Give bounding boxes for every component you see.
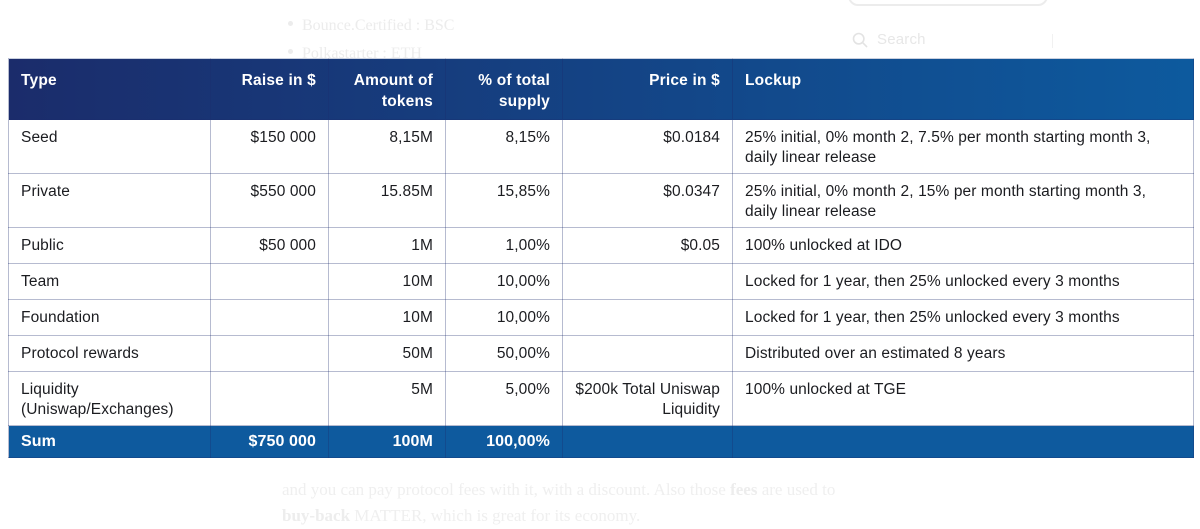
bullet-icon [288, 21, 293, 26]
table-row-seed [9, 120, 1194, 174]
table-row-private [9, 174, 1194, 228]
paragraph-bold-text: fees [730, 480, 758, 499]
cell-price: $0.0184 [563, 120, 733, 174]
cell-lockup: Locked for 1 year, then 25% unlocked every 3 months [733, 300, 1194, 336]
cell-amount: 5M [329, 372, 446, 426]
cell-amount: 1M [329, 228, 446, 264]
cell-raise: $550 000 [211, 174, 329, 228]
cell-supply: 15,85% [446, 174, 563, 228]
list-item [288, 12, 454, 40]
cell-price: $200k Total Uniswap Liquidity [563, 372, 733, 426]
paragraph-text: are used to [757, 480, 836, 499]
table-row-team [9, 264, 1194, 300]
cell-raise [211, 300, 329, 336]
cell-supply: 50,00% [446, 336, 563, 372]
col-header-supply: % of total supply [446, 59, 563, 120]
cell-type: Public [9, 228, 211, 264]
cell-lockup: Distributed over an estimated 8 years [733, 336, 1194, 372]
bullet-icon [288, 49, 293, 54]
bullet-text: Polkastarter : ETH [302, 45, 422, 62]
cell-price [563, 264, 733, 300]
col-header-lockup: Lockup [733, 59, 1194, 120]
cell-lockup: 100% unlocked at IDO [733, 228, 1194, 264]
paragraph-text: MATTER, which is great for its economy. [350, 506, 641, 525]
cell-type: Liquidity (Uniswap/Exchanges) [9, 372, 211, 426]
cell-raise [211, 372, 329, 426]
table-row-protocol-rewards [9, 336, 1194, 372]
table-row-liquidity [9, 372, 1194, 426]
cell-type: Foundation [9, 300, 211, 336]
cell-raise: $750 000 [211, 426, 329, 458]
bullet-text: Bounce.Certified : BSC [302, 17, 455, 34]
cell-raise: $150 000 [211, 120, 329, 174]
cell-price [563, 300, 733, 336]
cell-lockup: 25% initial, 0% month 2, 7.5% per month starting month 3, daily linear release [733, 120, 1194, 174]
topright-panel-outline[interactable] [848, 0, 1048, 6]
cell-lockup [733, 426, 1194, 458]
cell-supply: 8,15% [446, 120, 563, 174]
table-row-public [9, 228, 1194, 264]
cell-price [563, 336, 733, 372]
paragraph-text: and you can pay protocol fees with it, with a discount. Also those [282, 480, 731, 499]
cell-supply: 10,00% [446, 264, 563, 300]
search-input[interactable] [852, 31, 926, 48]
cell-type: Protocol rewards [9, 336, 211, 372]
cell-lockup: 25% initial, 0% month 2, 15% per month starting month 3, daily linear release [733, 174, 1194, 228]
cell-amount: 100M [329, 426, 446, 458]
cell-type: Seed [9, 120, 211, 174]
cell-supply: 5,00% [446, 372, 563, 426]
col-header-amount: Amount of tokens [329, 59, 446, 120]
cell-supply: 10,00% [446, 300, 563, 336]
col-header-type: Type [9, 59, 211, 120]
cell-amount: 10M [329, 300, 446, 336]
table-row-sum [9, 426, 1194, 458]
body-paragraph [282, 477, 1052, 529]
search-placeholder: Search [877, 31, 926, 48]
cell-amount: 15.85M [329, 174, 446, 228]
tokenomics-table [8, 58, 1193, 458]
table-row-foundation [9, 300, 1194, 336]
cell-supply: 1,00% [446, 228, 563, 264]
table-header-row [9, 59, 1194, 120]
cell-price [563, 426, 733, 458]
cell-raise [211, 336, 329, 372]
cell-raise: $50 000 [211, 228, 329, 264]
cell-price: $0.05 [563, 228, 733, 264]
cell-lockup: 100% unlocked at TGE [733, 372, 1194, 426]
cell-type: Private [9, 174, 211, 228]
cell-type: Sum [9, 426, 211, 458]
cell-amount: 10M [329, 264, 446, 300]
col-header-raise: Raise in $ [211, 59, 329, 120]
cell-raise [211, 264, 329, 300]
search-divider [1052, 34, 1053, 48]
cell-supply: 100,00% [446, 426, 563, 458]
cell-amount: 50M [329, 336, 446, 372]
paragraph-bold-text: buy-back [282, 506, 351, 525]
cell-type: Team [9, 264, 211, 300]
col-header-price: Price in $ [563, 59, 733, 120]
search-icon [852, 32, 868, 48]
cell-lockup: Locked for 1 year, then 25% unlocked every 3 months [733, 264, 1194, 300]
cell-amount: 8,15M [329, 120, 446, 174]
cell-price: $0.0347 [563, 174, 733, 228]
